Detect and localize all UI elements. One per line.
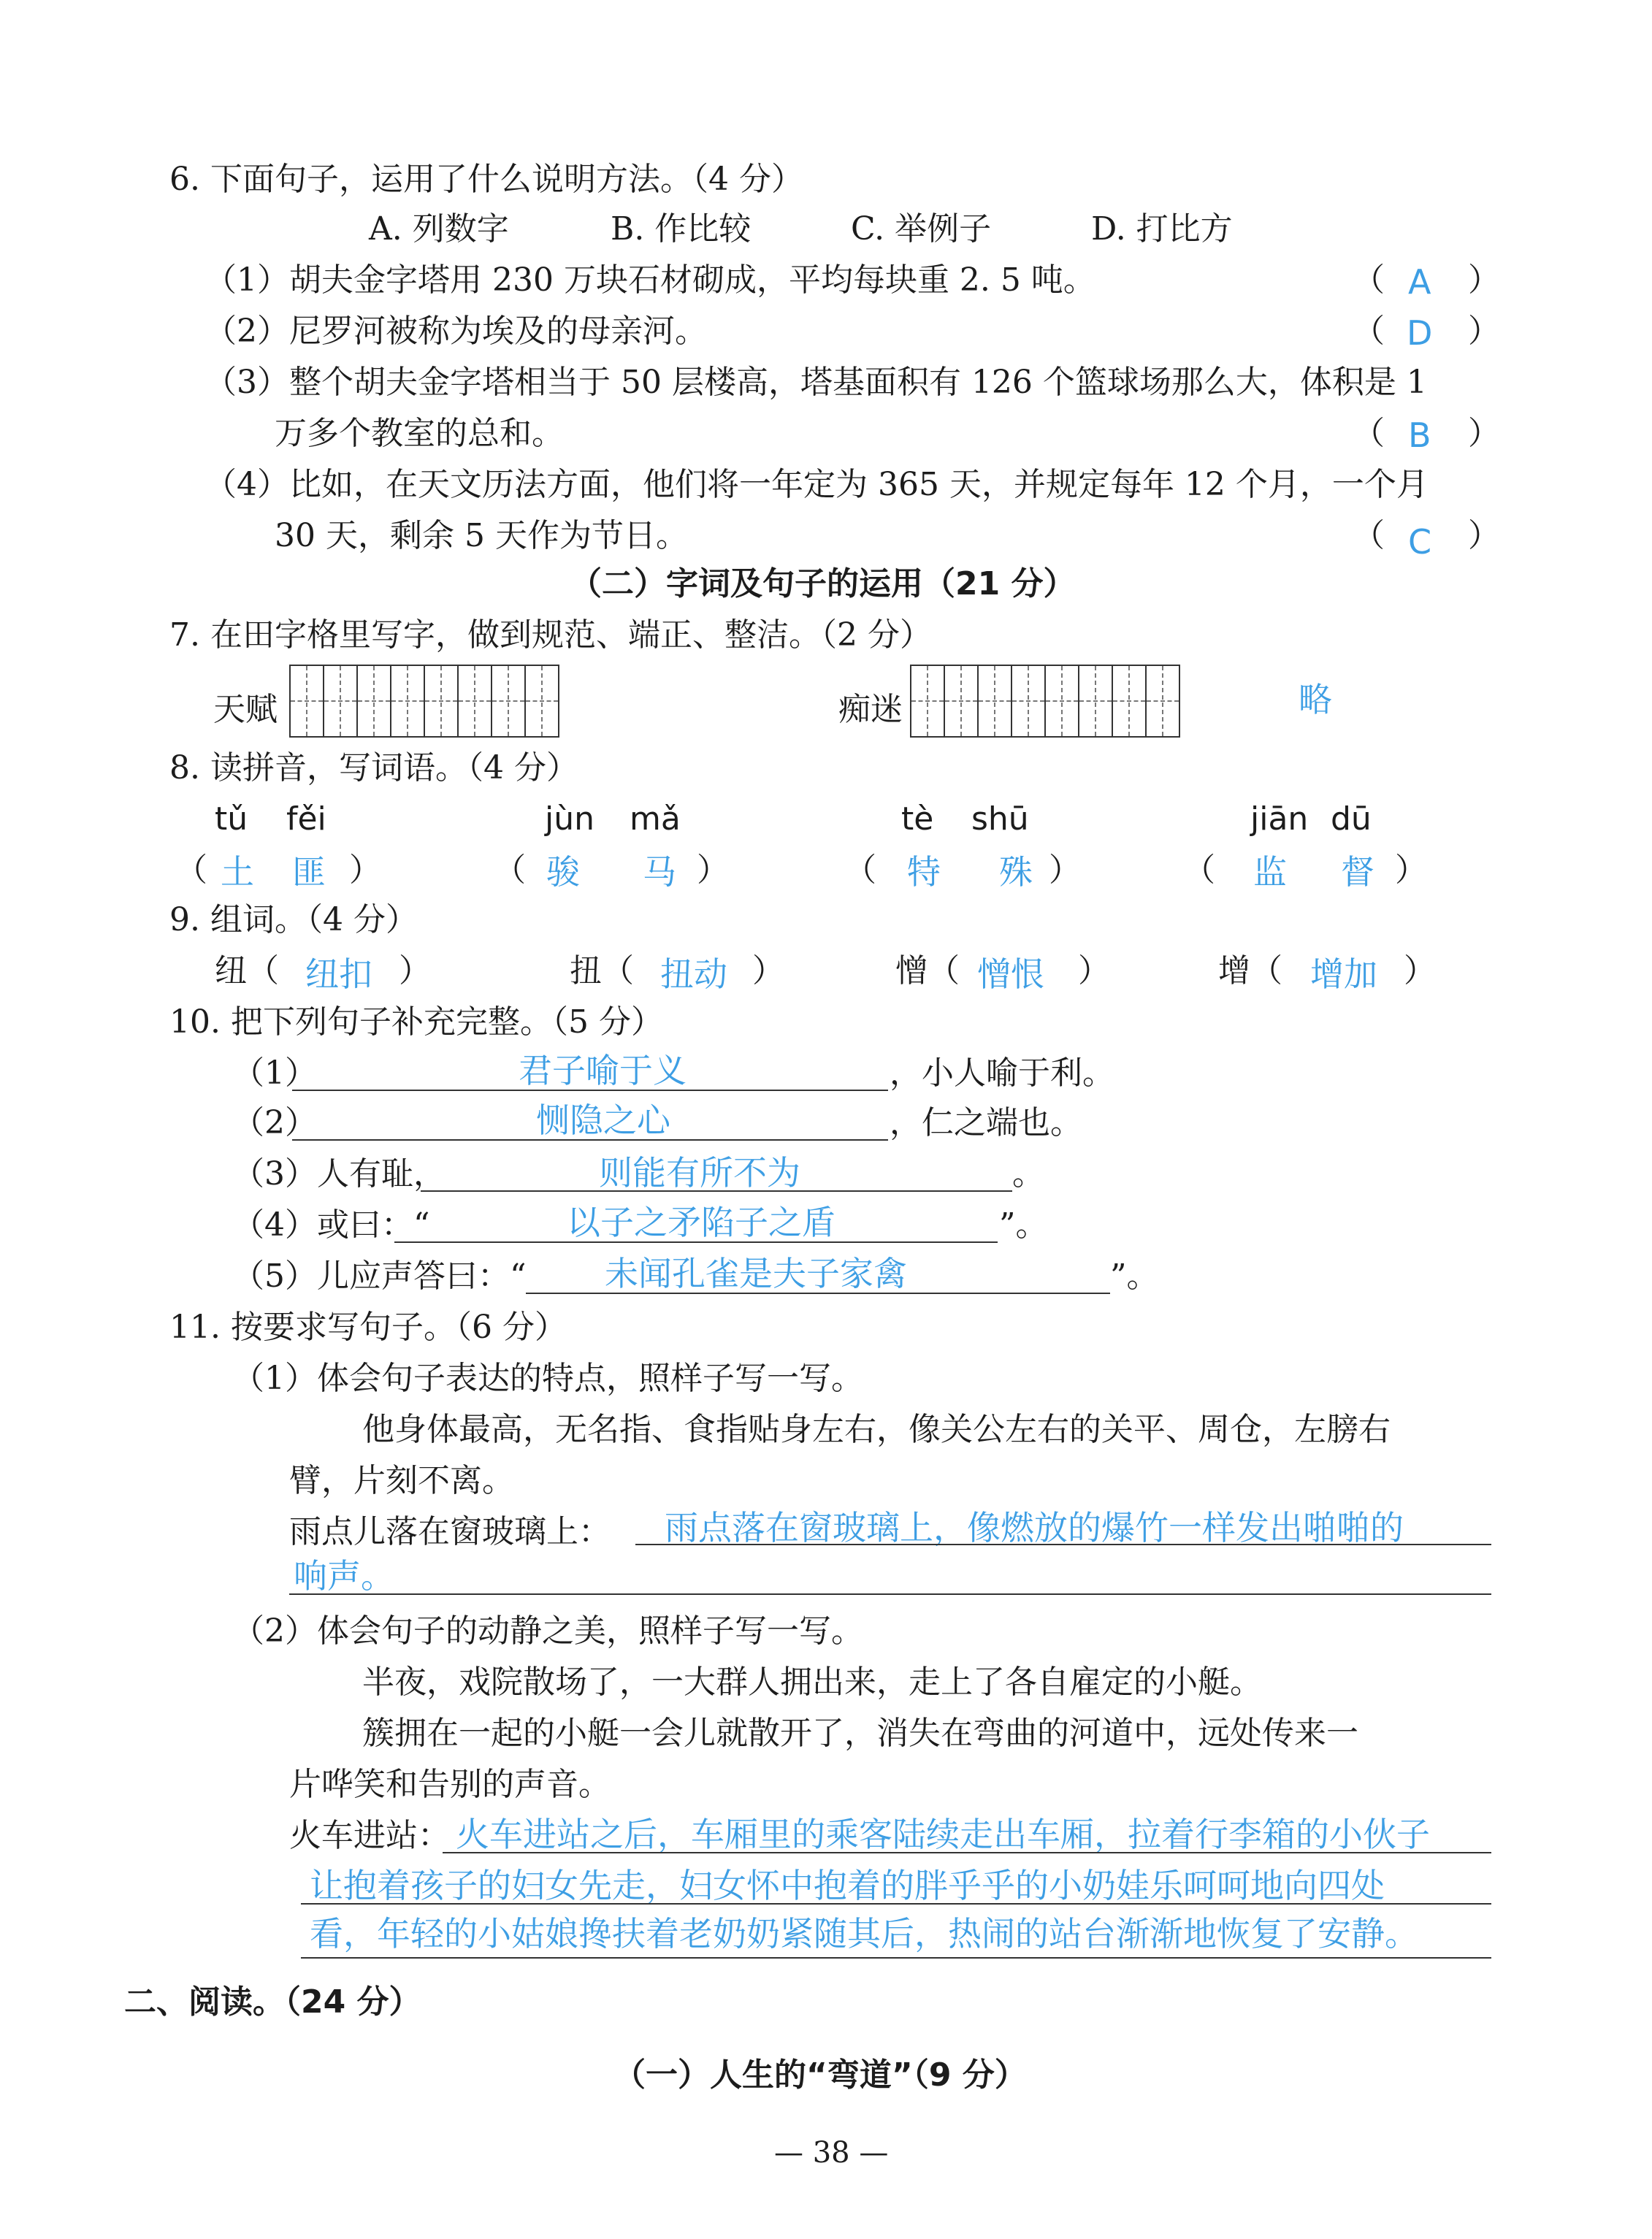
q6-item-1: （1）胡夫金字塔用 230 万块石材砌成，平均每块重 2. 5 吨。: [204, 261, 1095, 299]
q6-paren-close: ）: [1468, 517, 1500, 554]
q6-paren-open: （: [1353, 313, 1385, 350]
q8-pinyin: mǎ: [630, 800, 681, 838]
q10-answer: 以子之矛陷子之盾: [567, 1203, 835, 1242]
q11-part1-answer: 响声。: [294, 1556, 394, 1596]
q6-item-4-cont: 30 天，剩余 5 天作为节日。: [275, 517, 688, 554]
q6-option-c: C. 举例子: [851, 210, 992, 248]
q8-answer: 匪: [292, 852, 326, 892]
q11-part2-prompt: 火车进站：: [289, 1817, 450, 1854]
section-title: （二）字词及句子的运用（21 分）: [570, 565, 1076, 602]
q10-suffix: ”。: [1110, 1258, 1159, 1295]
q6-stem: 6. 下面句子，运用了什么说明方法。（4 分）: [169, 161, 803, 198]
q6-item-3-cont: 万多个教室的总和。: [275, 415, 564, 452]
q11-part1-prompt: 雨点儿落在窗玻璃上：: [289, 1513, 611, 1550]
q10-suffix: ”。: [999, 1206, 1048, 1244]
answer-line: [301, 1903, 1491, 1905]
q11-part1-example: 他身体最高，无名指、食指贴身左右，像关公左右的关平、周仓，左膀右: [362, 1411, 1391, 1448]
q9-answer: 增加: [1310, 954, 1377, 994]
q9-stem: 9. 组词。（4 分）: [169, 901, 418, 938]
q8-pinyin: shū: [971, 800, 1029, 838]
q8-pinyin: tǔ: [215, 800, 248, 838]
q8-stem: 8. 读拼音，写词语。（4 分）: [169, 749, 578, 786]
q10-prefix: （5）儿应声答曰：“: [232, 1258, 527, 1295]
q8-paren-open: （: [844, 851, 876, 889]
q6-answer-1: A: [1408, 262, 1431, 302]
q8-answer: 骏: [546, 852, 580, 892]
q8-answer: 特: [907, 852, 941, 892]
q6-answer-4: C: [1408, 522, 1432, 562]
q10-answer: 君子喻于义: [519, 1051, 687, 1090]
q6-option-b: B. 作比较: [611, 210, 752, 248]
q7-stem: 7. 在田字格里写字，做到规范、端正、整洁。（2 分）: [169, 616, 932, 654]
answer-line: [635, 1544, 1491, 1545]
q8-pinyin: dū: [1331, 800, 1372, 838]
page-number: — 38 —: [774, 2136, 889, 2170]
q9-char: 增（: [1218, 952, 1282, 990]
q10-answer: 未闻孔雀是夫子家禽: [605, 1254, 907, 1293]
q11-part2-answer: 火车进站之后，车厢里的乘客陆续走出车厢，拉着行李箱的小伙子: [456, 1815, 1430, 1854]
q6-paren-open: （: [1353, 261, 1385, 299]
q11-part2-title: （2）体会句子的动静之美，照样子写一写。: [232, 1612, 863, 1650]
q11-part2-example: 半夜，戏院散场了，一大群人拥出来，走上了各自雇定的小艇。: [362, 1664, 1262, 1701]
q10-prefix: （4）或曰：“: [232, 1206, 430, 1244]
q6-item-3: （3）整个胡夫金字塔相当于 50 层楼高，塔基面积有 126 个篮球场那么大，体积是 1: [204, 364, 1427, 401]
q8-pinyin: tè: [901, 800, 934, 838]
q6-paren-close: ）: [1468, 415, 1500, 452]
q8-answer: 土: [221, 852, 254, 892]
part2-title: 二、阅读。（24 分）: [124, 1983, 421, 2021]
q7-answer: 略: [1299, 680, 1332, 719]
q6-item-4: （4）比如，在天文历法方面，他们将一年定为 365 天，并规定每年 12 个月，一个月: [204, 466, 1429, 503]
q11-part2-answer: 让抱着孩子的妇女先走，妇女怀中抱着的胖乎乎的小奶娃乐呵呵地向四处: [310, 1866, 1385, 1905]
answer-line: [289, 1593, 1491, 1595]
q11-part1-answer: 雨点落在窗玻璃上，像燃放的爆竹一样发出啪啪的: [665, 1508, 1404, 1547]
q11-part1-title: （1）体会句子表达的特点，照样子写一写。: [232, 1360, 863, 1397]
q10-answer: 则能有所不为: [599, 1153, 800, 1193]
q10-suffix: ，仁之端也。: [890, 1104, 1082, 1141]
q8-paren-close: ）: [1049, 851, 1081, 889]
answer-line: [443, 1852, 1491, 1853]
q8-paren-close: ）: [697, 851, 729, 889]
q10-suffix: 。: [1012, 1155, 1044, 1193]
q9-close: ）: [1078, 952, 1110, 990]
q11-part2-example: 簇拥在一起的小艇一会儿就散开了，消失在弯曲的河道中，远处传来一: [362, 1715, 1358, 1752]
q8-pinyin: fěi: [286, 800, 326, 838]
q9-char: 扭（: [570, 952, 634, 990]
q9-close: ）: [752, 952, 784, 990]
q8-pinyin: jùn: [545, 800, 594, 838]
q10-stem: 10. 把下列句子补充完整。（5 分）: [169, 1003, 663, 1041]
q11-stem: 11. 按要求写句子。（6 分）: [169, 1309, 567, 1346]
answer-line: [301, 1957, 1491, 1959]
q9-char: 憎（: [895, 952, 960, 990]
q6-paren-close: ）: [1468, 261, 1500, 299]
q9-answer: 纽扣: [305, 954, 372, 994]
q8-paren-close: ）: [349, 851, 381, 889]
q6-option-d: D. 打比方: [1091, 210, 1233, 248]
q8-answer: 殊: [999, 852, 1033, 892]
q11-part1-example: 臂，片刻不离。: [289, 1462, 514, 1499]
q9-close: ）: [399, 952, 431, 990]
q10-suffix: ，小人喻于利。: [890, 1055, 1114, 1092]
tianzige-grid-2: [910, 665, 1180, 738]
tianzige-grid-1: [289, 665, 559, 738]
q6-paren-close: ）: [1468, 313, 1500, 350]
q8-answer: 马: [643, 852, 676, 892]
q8-pinyin: jiān: [1250, 800, 1309, 838]
q10-prefix: （1）: [232, 1055, 317, 1092]
q9-close: ）: [1404, 952, 1436, 990]
q9-answer: 憎恨: [977, 954, 1044, 994]
q10-prefix: （3）人有耻，: [232, 1155, 445, 1193]
q7-word-2: 痴迷: [838, 691, 903, 728]
q8-paren-close: ）: [1395, 851, 1427, 889]
q6-paren-open: （: [1353, 517, 1385, 554]
reading-title: （一）人生的“弯道”（9 分）: [613, 2056, 1027, 2094]
q9-answer: 扭动: [660, 954, 727, 994]
q8-paren-open: （: [1183, 851, 1215, 889]
q10-answer: 恻隐之心: [536, 1101, 670, 1140]
q6-answer-3: B: [1408, 416, 1431, 455]
q6-option-a: A. 列数字: [369, 210, 509, 248]
q8-answer: 监: [1253, 852, 1287, 892]
q7-word-1: 天赋: [213, 691, 278, 728]
q10-prefix: （2）: [232, 1104, 317, 1141]
q11-part2-answer: 看，年轻的小姑娘搀扶着老奶奶紧随其后，热闹的站台渐渐地恢复了安静。: [310, 1914, 1418, 1953]
q6-paren-open: （: [1353, 415, 1385, 452]
q9-char: 纽（: [215, 952, 279, 990]
q8-paren-open: （: [494, 851, 526, 889]
q6-answer-2: D: [1407, 313, 1433, 353]
q11-part2-example: 片哗笑和告别的声音。: [289, 1766, 611, 1803]
q8-paren-open: （: [175, 851, 207, 889]
q8-answer: 督: [1341, 852, 1374, 892]
q6-item-2: （2）尼罗河被称为埃及的母亲河。: [204, 313, 707, 350]
